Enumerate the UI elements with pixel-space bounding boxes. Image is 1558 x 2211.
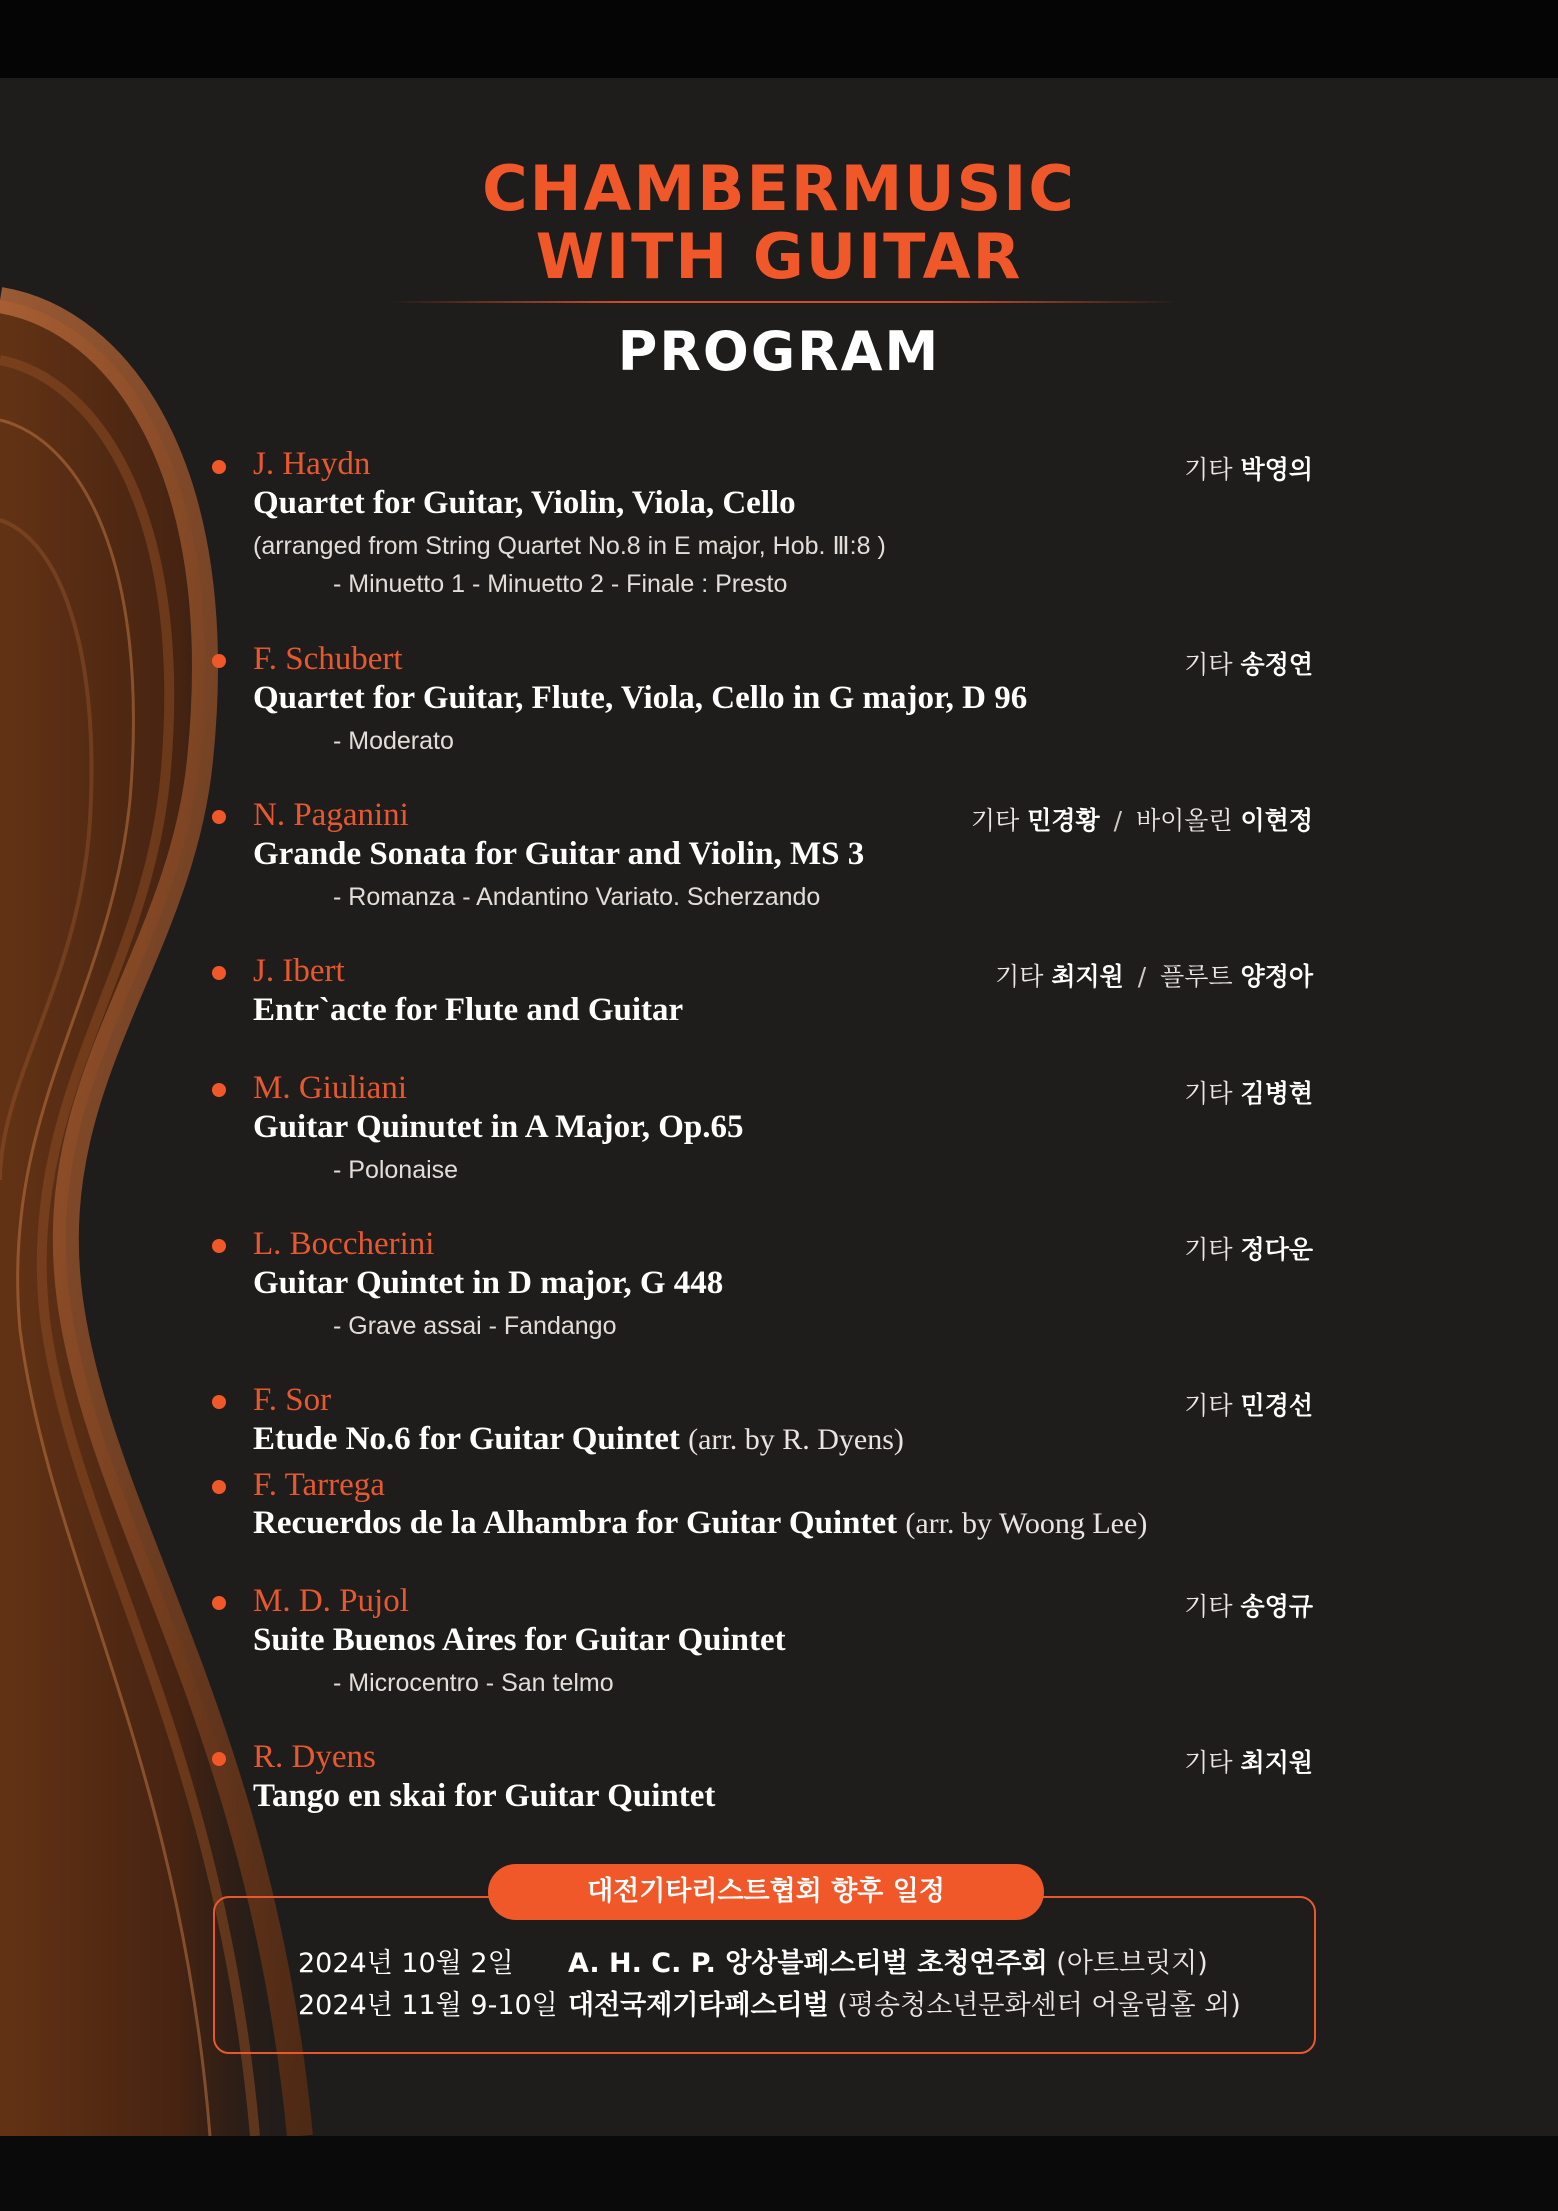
performer-role: 기타	[995, 962, 1044, 991]
bottom-band	[0, 2136, 1558, 2211]
work-title: Suite Buenos Aires for Guitar Quintet	[253, 1622, 786, 1658]
composer-name: L. Boccherini	[253, 1226, 435, 1262]
bullet-icon	[212, 460, 226, 474]
bullet-icon	[212, 966, 226, 980]
performer-credit	[1184, 450, 1313, 486]
bullet-icon	[212, 1752, 226, 1766]
bullet-icon	[212, 810, 226, 824]
work-title: Guitar Quinutet in A Major, Op.65	[253, 1109, 744, 1145]
title-divider	[392, 301, 1176, 303]
performer-credit	[1184, 1587, 1313, 1623]
performer-name: 김병현	[1240, 1079, 1313, 1108]
work-movements: - Moderato	[333, 727, 454, 755]
work-title: Quartet for Guitar, Violin, Viola, Cello	[253, 485, 796, 521]
work-title: Tango en skai for Guitar Quintet	[253, 1778, 716, 1814]
composer-name: J. Haydn	[253, 446, 371, 482]
performer-role: 플루트	[1160, 962, 1233, 991]
performer-name: 이현정	[1240, 806, 1313, 835]
schedule-event-name: 대전국제기타페스티벌	[568, 1990, 829, 2021]
performer-credit	[971, 801, 1313, 837]
performer-role: 기타	[1184, 1391, 1233, 1420]
work-note: (arranged from String Quartet No.8 in E major, Hob. Ⅲ:8 )	[253, 532, 886, 560]
performer-role: 기타	[970, 806, 1020, 835]
bullet-icon	[212, 1480, 226, 1494]
performer-role: 바이올린	[1135, 806, 1233, 835]
work-arranger: (arr. by R. Dyens)	[688, 1423, 904, 1456]
performer-credit	[1184, 1743, 1313, 1779]
schedule-event	[568, 1983, 1241, 2022]
work-title: Entr`acte for Flute and Guitar	[253, 992, 684, 1028]
performer-role: 기타	[1184, 1079, 1233, 1108]
work-title: Grande Sonata for Guitar and Violin, MS 3	[253, 836, 865, 872]
schedule-event-name: A. H. C. P. 앙상블페스티벌 초청연주회	[568, 1948, 1048, 1979]
bullet-icon	[212, 1395, 226, 1409]
performer-separator: /	[1137, 962, 1147, 991]
performer-separator: /	[1113, 806, 1123, 835]
bullet-icon	[212, 1239, 226, 1253]
work-arranger: (arr. by Woong Lee)	[905, 1507, 1148, 1540]
performer-name: 송영규	[1240, 1592, 1313, 1621]
schedule-date: 2024년 10월 2일	[298, 1948, 514, 1979]
performer-credit	[995, 957, 1313, 993]
performer-name: 민경황	[1027, 806, 1100, 835]
composer-name: R. Dyens	[253, 1739, 376, 1775]
poster-title-line1: CHAMBERMUSIC	[482, 152, 1076, 225]
schedule-venue: (아트브릿지)	[1056, 1948, 1208, 1979]
performer-name: 박영의	[1240, 455, 1313, 484]
composer-name: F. Tarrega	[253, 1467, 385, 1503]
work-title	[253, 1505, 1147, 1542]
work-title: Quartet for Guitar, Flute, Viola, Cello in G major, D 96	[253, 680, 1028, 716]
composer-name: N. Paganini	[253, 797, 409, 833]
work-movements: - Romanza - Andantino Variato. Scherzando	[333, 883, 821, 911]
performer-name: 양정아	[1240, 962, 1313, 991]
performer-name: 최지원	[1051, 962, 1124, 991]
composer-name: J. Ibert	[253, 953, 345, 989]
composer-name: M. Giuliani	[253, 1070, 407, 1106]
composer-name: M. D. Pujol	[253, 1583, 409, 1619]
schedule-date: 2024년 11월 9-10일	[298, 1990, 558, 2021]
work-title	[253, 1421, 904, 1458]
performer-name: 최지원	[1240, 1748, 1313, 1777]
bullet-icon	[212, 1083, 226, 1097]
performer-role: 기타	[1184, 455, 1233, 484]
work-title: Guitar Quintet in D major, G 448	[253, 1265, 724, 1301]
schedule-title: 대전기타리스트협회 향후 일정	[488, 1864, 1044, 1920]
performer-role: 기타	[1184, 650, 1233, 679]
work-title-text: Recuerdos de la Alhambra for Guitar Quintet	[253, 1505, 898, 1541]
work-movements: - Minuetto 1 - Minuetto 2 - Finale : Presto	[333, 570, 788, 598]
work-movements: - Polonaise	[333, 1156, 459, 1184]
work-movements: - Microcentro - San telmo	[333, 1669, 614, 1697]
composer-name: F. Sor	[253, 1382, 332, 1418]
composer-name: F. Schubert	[253, 641, 403, 677]
bullet-icon	[212, 1596, 226, 1610]
performer-role: 기타	[1184, 1592, 1233, 1621]
performer-role: 기타	[1184, 1235, 1233, 1264]
performer-credit	[1184, 645, 1313, 681]
work-title-text: Etude No.6 for Guitar Quintet	[253, 1421, 680, 1457]
performer-name: 민경선	[1240, 1391, 1313, 1420]
performer-credit	[1184, 1074, 1313, 1110]
work-movements: - Grave assai - Fandango	[333, 1312, 617, 1340]
performer-name: 송정연	[1240, 650, 1313, 679]
schedule-venue: (평송청소년문화센터 어울림홀 외)	[837, 1990, 1241, 2021]
schedule-event	[568, 1941, 1208, 1980]
performer-credit	[1184, 1230, 1313, 1266]
bullet-icon	[212, 654, 226, 668]
poster-title-line2: WITH GUITAR	[535, 220, 1023, 293]
performer-name: 정다운	[1240, 1235, 1313, 1264]
program-heading: PROGRAM	[617, 320, 941, 383]
performer-credit	[1184, 1386, 1313, 1422]
performer-role: 기타	[1184, 1748, 1233, 1777]
